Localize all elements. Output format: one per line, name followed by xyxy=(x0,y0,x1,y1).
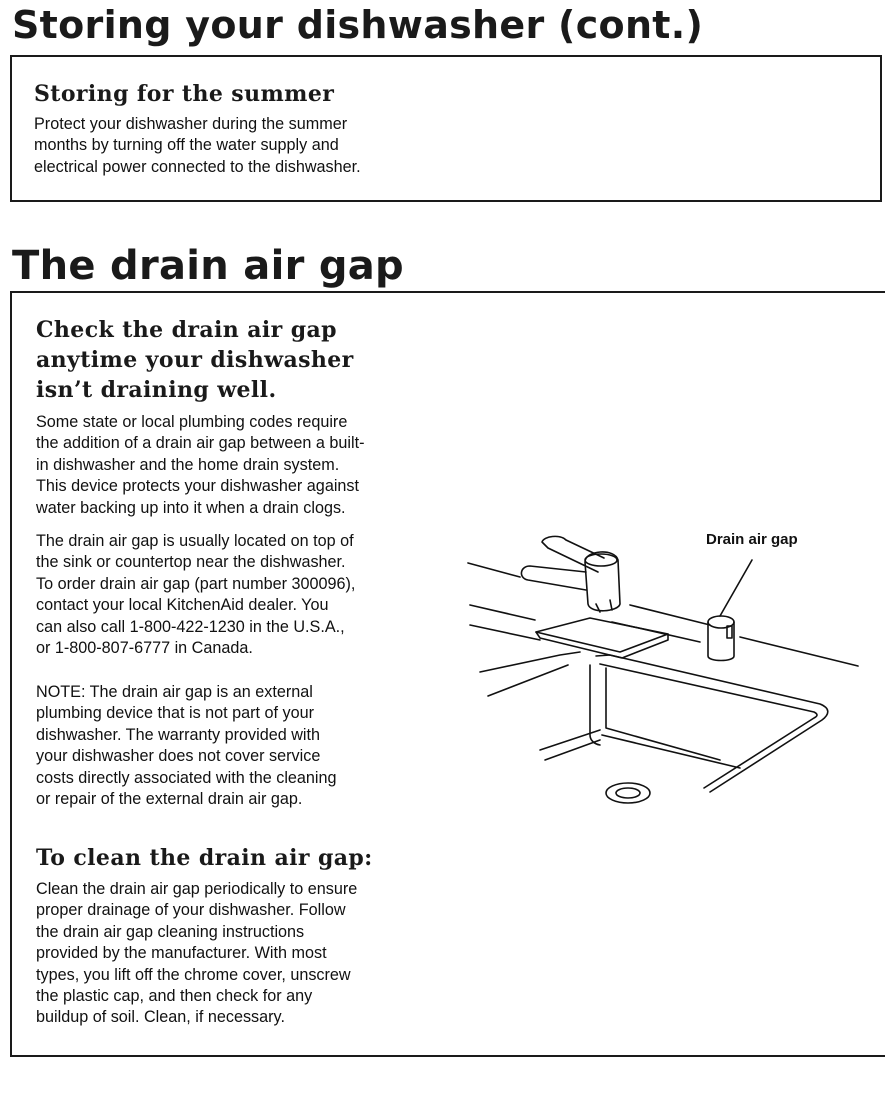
text-line: To order drain air gap (part number 300096), xyxy=(36,574,356,593)
subheading-line: Check the drain air gap xyxy=(36,317,337,343)
text-line: your dishwasher does not cover service xyxy=(36,747,321,766)
text-line: the addition of a drain air gap between a built- xyxy=(36,434,365,453)
subheading-line: isn’t draining well. xyxy=(36,377,277,403)
text-line: can also call 1-800-422-1230 in the U.S.A., xyxy=(36,617,345,636)
text-line: Some state or local plumbing codes require xyxy=(36,413,348,431)
drain-air-gap-label: Drain air gap xyxy=(706,531,798,548)
text-line: NOTE: The drain air gap is an external xyxy=(36,683,313,701)
text-line: dishwasher. The warranty provided with xyxy=(36,725,321,744)
subheading-storing-summer: Storing for the summer xyxy=(34,81,335,107)
text-line: or repair of the external drain air gap. xyxy=(36,790,303,809)
text-line: Protect your dishwasher during the summer xyxy=(34,115,348,133)
subheading-to-clean: To clean the drain air gap: xyxy=(36,845,373,871)
subheading-line: anytime your dishwasher xyxy=(36,347,354,373)
text-line: contact your local KitchenAid dealer. You xyxy=(36,596,329,615)
text-line: proper drainage of your dishwasher. Follow xyxy=(36,901,346,920)
text-line: costs directly associated with the cleaning xyxy=(36,768,337,787)
section-title-drain-air-gap: The drain air gap xyxy=(12,243,404,289)
text-line: provided by the manufacturer. With most xyxy=(36,944,327,963)
text-line: buildup of soil. Clean, if necessary. xyxy=(36,1008,285,1027)
text-line: electrical power connected to the dishwasher. xyxy=(34,157,361,176)
text-line: in dishwasher and the home drain system. xyxy=(36,455,340,474)
text-line: Clean the drain air gap periodically to ensure xyxy=(36,880,358,898)
text-line: This device protects your dishwasher against xyxy=(36,477,360,496)
text-line: or 1-800-807-6777 in Canada. xyxy=(36,639,253,658)
text-line: water backing up into it when a drain clogs. xyxy=(36,498,346,517)
text-line: the sink or countertop near the dishwasher. xyxy=(36,553,346,572)
text-line: the plastic cap, and then check for any xyxy=(36,987,313,1006)
text-line: months by turning off the water supply and xyxy=(34,136,339,155)
text-line: the drain air gap cleaning instructions xyxy=(36,922,305,941)
text-line: The drain air gap is usually located on top of xyxy=(36,532,354,550)
text-line: types, you lift off the chrome cover, unscrew xyxy=(36,965,351,984)
section-title-storing: Storing your dishwasher (cont.) xyxy=(12,3,704,47)
text-line: plumbing device that is not part of your xyxy=(36,704,315,723)
